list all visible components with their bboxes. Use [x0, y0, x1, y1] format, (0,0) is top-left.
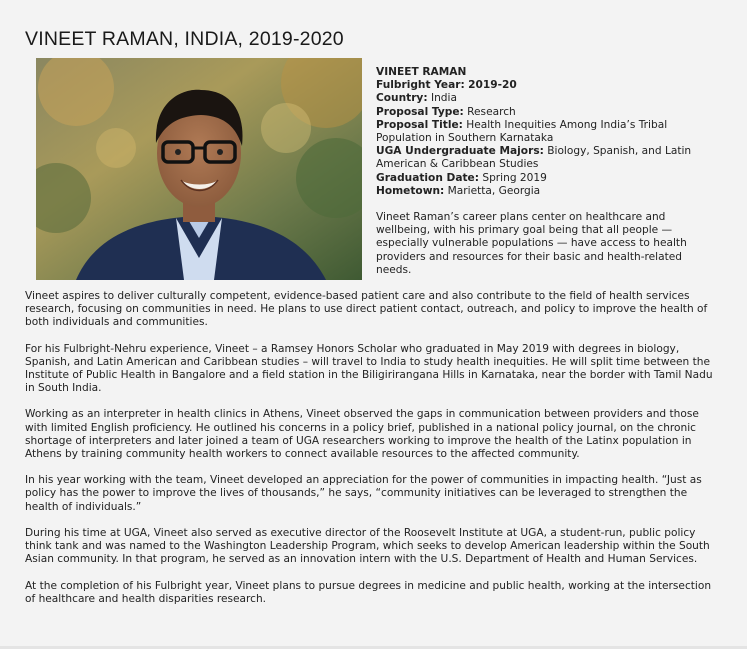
- field-value: 2019-20: [468, 79, 517, 92]
- field-label: UGA Undergraduate Majors:: [376, 145, 544, 158]
- page-title: VINEET RAMAN, INDIA, 2019-2020: [25, 28, 344, 50]
- field-label: Proposal Title:: [376, 118, 463, 131]
- field-label: Proposal Type:: [376, 105, 464, 118]
- field-label: Hometown:: [376, 184, 445, 197]
- profile-content: [25, 58, 713, 619]
- field-value: Biology, Spanish, and Latin American & Caribbean Studies: [376, 145, 692, 171]
- field-label: Country:: [376, 92, 428, 105]
- bio-paragraph: Vineet Raman’s career plans center on healthcare and wellbeing, with his primary goal being that all people — especially vulnerable populations — have access to health providers and resources for their basic and health-related needs.: [376, 211, 687, 276]
- portrait-photo: [36, 58, 362, 280]
- profile-name: VINEET RAMAN: [376, 66, 467, 78]
- bio-paragraph: For his Fulbright-Nehru experience, Vineet – a Ramsey Honors Scholar who graduated in May 2019 with degrees in biology, Spanish, and Latin American and Caribbean studies – will travel to India to study health inequities. He will split time between the Institute of Public Health in Bangalore and a field station in the Biligirirangana Hills in Karnataka, near the border with Tamil Nadu in South India.: [25, 342, 713, 395]
- field-label: Graduation Date:: [376, 171, 479, 184]
- field-value: Spring 2019: [482, 171, 547, 184]
- bio-paragraph: Working as an interpreter in health clinics in Athens, Vineet observed the gaps in communication between providers and those with limited English proficiency. He outlined his concerns in a policy brief, published in a national policy journal, on the chronic shortage of interpreters and later joined a team of UGA researchers working to improve the health of the Latinx population in Athens by training community health workers to connect available resources to the affected community.: [25, 408, 699, 461]
- field-value: Health Inequities Among India’s Tribal Population in Southern Karnataka: [376, 118, 668, 145]
- field-value: Research: [467, 105, 516, 118]
- field-label: Fulbright Year:: [376, 79, 465, 92]
- bio-paragraph: During his time at UGA, Vineet also served as executive director of the Roosevelt Institute at UGA, a student-run, public policy think tank and was named to the Washington Leadership Program, which seeks to develop American leadership within the South Asian community. In that program, he served as an innovation intern with the U.S. Department of Health and Human Services.: [25, 526, 710, 566]
- bio-paragraph: At the completion of his Fulbright year, Vineet plans to pursue degrees in medicine and public health, working at the intersection of healthcare and health disparities research.: [25, 579, 712, 605]
- field-value: India: [430, 92, 457, 105]
- field-value: Marietta, Georgia: [447, 184, 541, 197]
- bio-paragraph: In his year working with the team, Vineet developed an appreciation for the power of communities in impacting health. “Just as policy has the power to improve the lives of thousands,” he says, “community initiatives can be leveraged to strengthen the health of individuals.”: [25, 474, 702, 513]
- bio-paragraph: Vineet aspires to deliver culturally competent, evidence-based patient care and also contribute to the field of health services research, focusing on communities in need. He plans to use direct patient contact, outreach, and policy to improve the health of both individuals and communities.: [25, 290, 708, 329]
